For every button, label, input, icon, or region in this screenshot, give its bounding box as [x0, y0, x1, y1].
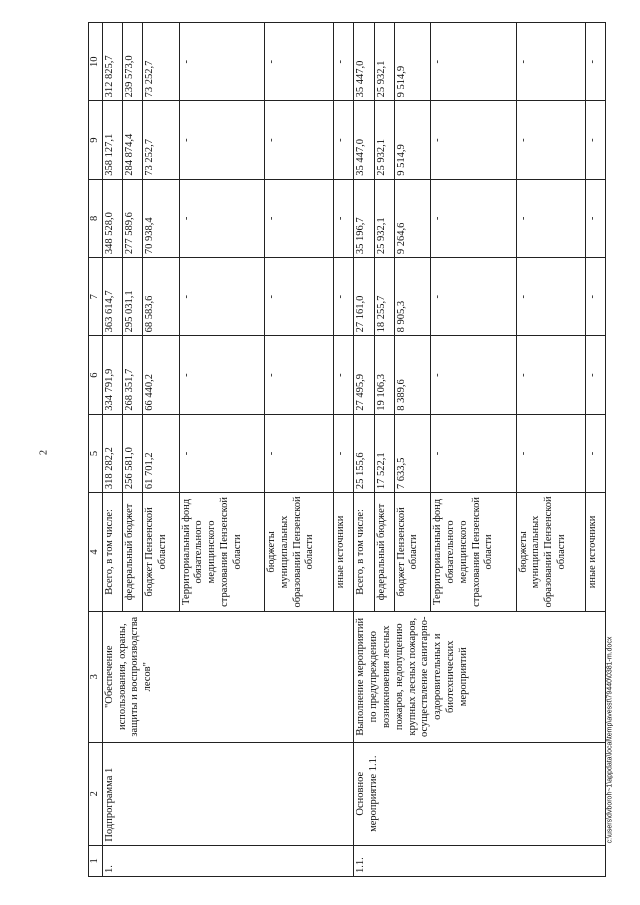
column-number: 6 [89, 336, 103, 414]
funding-value: - [179, 336, 264, 414]
funding-value: 25 155,6 [354, 414, 374, 492]
funding-value: - [585, 414, 605, 492]
funding-value: - [265, 414, 334, 492]
funding-source-label: федеральный бюджет [374, 493, 394, 612]
funding-value: - [431, 414, 516, 492]
funding-value: - [431, 258, 516, 336]
funding-source-label: Всего, в том числе: [102, 493, 122, 612]
item-name: Подпрограмма 1 [102, 742, 354, 845]
column-number: 8 [89, 179, 103, 257]
funding-value: 268 351,7 [122, 336, 142, 414]
funding-value: 256 581,0 [122, 414, 142, 492]
funding-value: 35 196,7 [354, 179, 374, 257]
funding-value: 25 932,1 [374, 101, 394, 179]
table-row [102, 23, 122, 877]
funding-value: 8 389,6 [394, 336, 430, 414]
funding-value: - [585, 101, 605, 179]
funding-value: 318 282,2 [102, 414, 122, 492]
funding-source-label: иные источники [334, 493, 354, 612]
funding-value: 61 701,2 [143, 414, 179, 492]
funding-value: 17 522,1 [374, 414, 394, 492]
column-number: 1 [89, 845, 103, 876]
column-number: 4 [89, 493, 103, 612]
funding-value: - [431, 179, 516, 257]
funding-source-label: бюджеты муниципальных образований Пензенской области [265, 493, 334, 612]
funding-value: 9 514,9 [394, 101, 430, 179]
funding-value: - [265, 23, 334, 101]
funding-value: 18 255,7 [374, 258, 394, 336]
funding-value: - [334, 23, 354, 101]
funding-value: 8 905,3 [394, 258, 430, 336]
funding-value: - [334, 101, 354, 179]
funding-value: 363 614,7 [102, 258, 122, 336]
column-number: 9 [89, 101, 103, 179]
funding-value: 25 932,1 [374, 179, 394, 257]
funding-value: 27 495,9 [354, 336, 374, 414]
column-number-row [89, 23, 103, 877]
funding-value: 70 938,4 [143, 179, 179, 257]
item-name: Основное мероприятие 1.1. [354, 742, 606, 845]
funding-value: - [585, 23, 605, 101]
funding-value: - [585, 336, 605, 414]
funding-value: - [516, 414, 585, 492]
budget-table [88, 22, 606, 877]
funding-value: - [431, 101, 516, 179]
funding-value: 9 514,9 [394, 23, 430, 101]
item-description: "Обеспечение использования, охраны, защиты и воспроизводства лесов" [102, 611, 354, 742]
funding-value: - [334, 258, 354, 336]
column-number: 10 [89, 23, 103, 101]
funding-value: - [334, 336, 354, 414]
funding-value: - [585, 258, 605, 336]
funding-value: 312 825,7 [102, 23, 122, 101]
funding-value: - [265, 101, 334, 179]
funding-value: 9 264,6 [394, 179, 430, 257]
funding-value: - [179, 179, 264, 257]
funding-value: - [179, 414, 264, 492]
funding-value: 295 031,1 [122, 258, 142, 336]
funding-value: - [516, 258, 585, 336]
funding-value: 25 932,1 [374, 23, 394, 101]
funding-value: 68 583,6 [143, 258, 179, 336]
funding-value: 35 447,0 [354, 101, 374, 179]
funding-value: - [431, 336, 516, 414]
funding-value: - [516, 101, 585, 179]
column-number: 7 [89, 258, 103, 336]
funding-value: 358 127,1 [102, 101, 122, 179]
funding-value: - [585, 179, 605, 257]
funding-value: - [265, 258, 334, 336]
funding-source-label: Территориальный фонд обязательного медицинского страхования Пензенской области [179, 493, 264, 612]
funding-value: - [265, 336, 334, 414]
item-number: 1. [102, 845, 354, 876]
funding-value: - [334, 414, 354, 492]
funding-value: - [516, 23, 585, 101]
item-number: 1.1. [354, 845, 606, 876]
funding-value: - [334, 179, 354, 257]
funding-source-label: Территориальный фонд обязательного медицинского страхования Пензенской области [431, 493, 516, 612]
funding-source-label: иные источники [585, 493, 605, 612]
funding-value: - [516, 179, 585, 257]
item-description: Выполнение мероприятий по предупреждению возникновения лесных пожаров, недопущению крупных лесных пожаров, осуществление санитарно-оздоровительных и биотехнических мероприятий [354, 611, 606, 742]
funding-value: 27 161,0 [354, 258, 374, 336]
funding-source-label: федеральный бюджет [122, 493, 142, 612]
funding-value: 73 252,7 [143, 23, 179, 101]
funding-value: 284 874,4 [122, 101, 142, 179]
page-number: 2 [38, 450, 50, 455]
budget-table-region [88, 22, 606, 877]
funding-source-label: бюджет Пензенской области [143, 493, 179, 612]
funding-value: - [179, 23, 264, 101]
funding-source-label: Всего, в том числе: [354, 493, 374, 612]
column-number: 2 [89, 742, 103, 845]
funding-value: - [431, 23, 516, 101]
funding-value: - [179, 101, 264, 179]
funding-source-label: бюджет Пензенской области [394, 493, 430, 612]
funding-source-label: бюджеты муниципальных образований Пензенской области [516, 493, 585, 612]
funding-value: - [516, 336, 585, 414]
footer-file-path-text: c:\users\dvboroh~1\appdata\local\temp\avesst\79440\0381-m.docx [606, 636, 614, 844]
funding-value: - [179, 258, 264, 336]
funding-value: 7 633,5 [394, 414, 430, 492]
table-row [354, 23, 374, 877]
funding-value: 19 106,3 [374, 336, 394, 414]
funding-value: 334 791,9 [102, 336, 122, 414]
funding-value: 66 440,2 [143, 336, 179, 414]
funding-value: 73 252,7 [143, 101, 179, 179]
funding-value: 348 528,0 [102, 179, 122, 257]
funding-value: 239 573,0 [122, 23, 142, 101]
funding-value: 35 447,0 [354, 23, 374, 101]
column-number: 5 [89, 414, 103, 492]
column-number: 3 [89, 611, 103, 742]
funding-value: 277 589,6 [122, 179, 142, 257]
funding-value: - [265, 179, 334, 257]
